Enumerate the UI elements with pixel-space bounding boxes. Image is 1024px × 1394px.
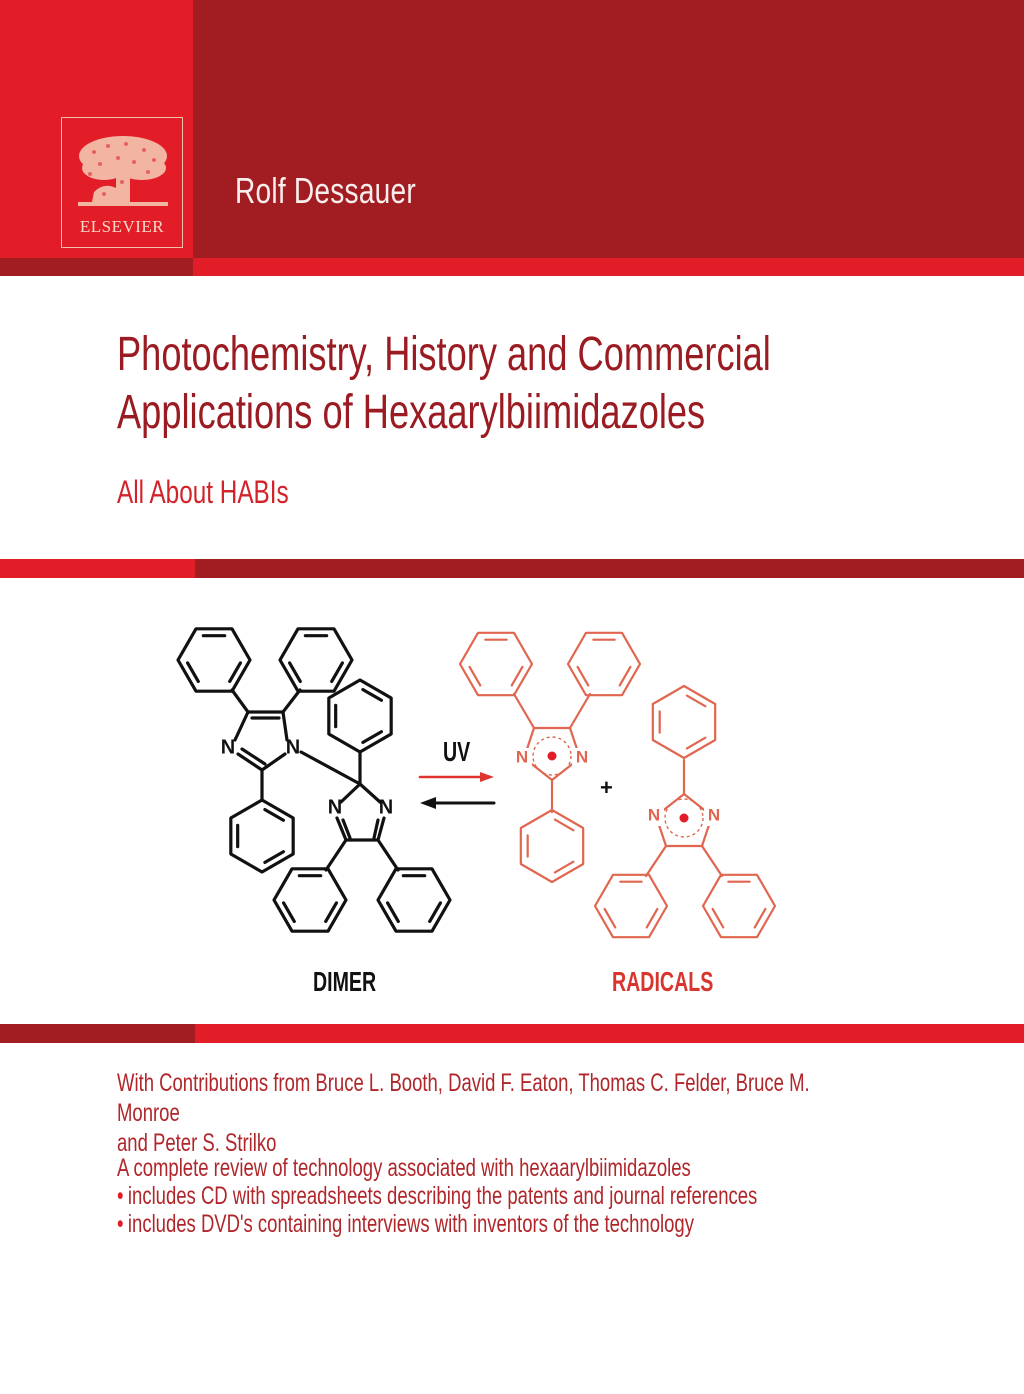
svg-text:N: N — [327, 796, 343, 819]
reaction-arrows — [420, 772, 494, 809]
svg-text:N: N — [378, 796, 394, 819]
publisher-logo — [61, 117, 183, 248]
svg-text:N: N — [707, 805, 721, 825]
bullet-icon: • — [117, 1182, 124, 1210]
divider-lower-right — [195, 1024, 1024, 1043]
description-intro: A complete review of technology associated with hexaarylbiimidazoles — [117, 1154, 691, 1182]
feature-text: includes CD with spreadsheets describing the patents and journal references — [127, 1182, 758, 1210]
bullet-icon: • — [117, 1210, 124, 1238]
svg-text:N: N — [647, 805, 661, 825]
feature-bullet-cd — [117, 1182, 857, 1210]
divider-lower-left — [0, 1024, 195, 1043]
svg-text:N: N — [515, 747, 529, 767]
contributors-line-2: and Peter S. Strilko — [117, 1129, 277, 1157]
description — [117, 1154, 857, 1238]
svg-text:N: N — [220, 736, 236, 759]
habi-reaction-diagram — [0, 600, 1024, 1020]
title-line-1: Photochemistry, History and Commercial — [117, 328, 771, 381]
header-right-block — [193, 0, 1024, 258]
publisher-name: ELSEVIER — [79, 217, 165, 236]
feature-text: includes DVD's containing interviews with inventors of the technology — [127, 1210, 694, 1238]
title-line-2: Applications of Hexaarylbiimidazoles — [117, 386, 706, 439]
dimer-structure — [178, 629, 450, 931]
author-name: Rolf Dessauer — [235, 170, 416, 211]
divider-upper-right — [195, 559, 1024, 578]
book-subtitle: All About HABIs — [117, 474, 289, 510]
radicals-label: RADICALS — [612, 966, 714, 997]
divider-upper-left — [0, 559, 195, 578]
contributors-line-1: With Contributions from Bruce L. Booth, David F. Eaton, Thomas C. Felder, Bruce M. Monroe — [117, 1069, 810, 1127]
elsevier-tree-icon — [74, 132, 172, 212]
feature-bullet-dvd — [117, 1210, 857, 1238]
plus-sign: + — [600, 775, 613, 800]
radicals-structure — [460, 633, 775, 937]
svg-text:N: N — [285, 736, 301, 759]
dimer-label: DIMER — [313, 966, 377, 997]
contributors — [117, 1068, 857, 1158]
uv-label: UV — [443, 736, 471, 767]
header-stripe-left — [0, 258, 193, 276]
header-stripe-right — [193, 258, 1024, 276]
book-title — [117, 326, 771, 442]
svg-text:N: N — [575, 747, 589, 767]
